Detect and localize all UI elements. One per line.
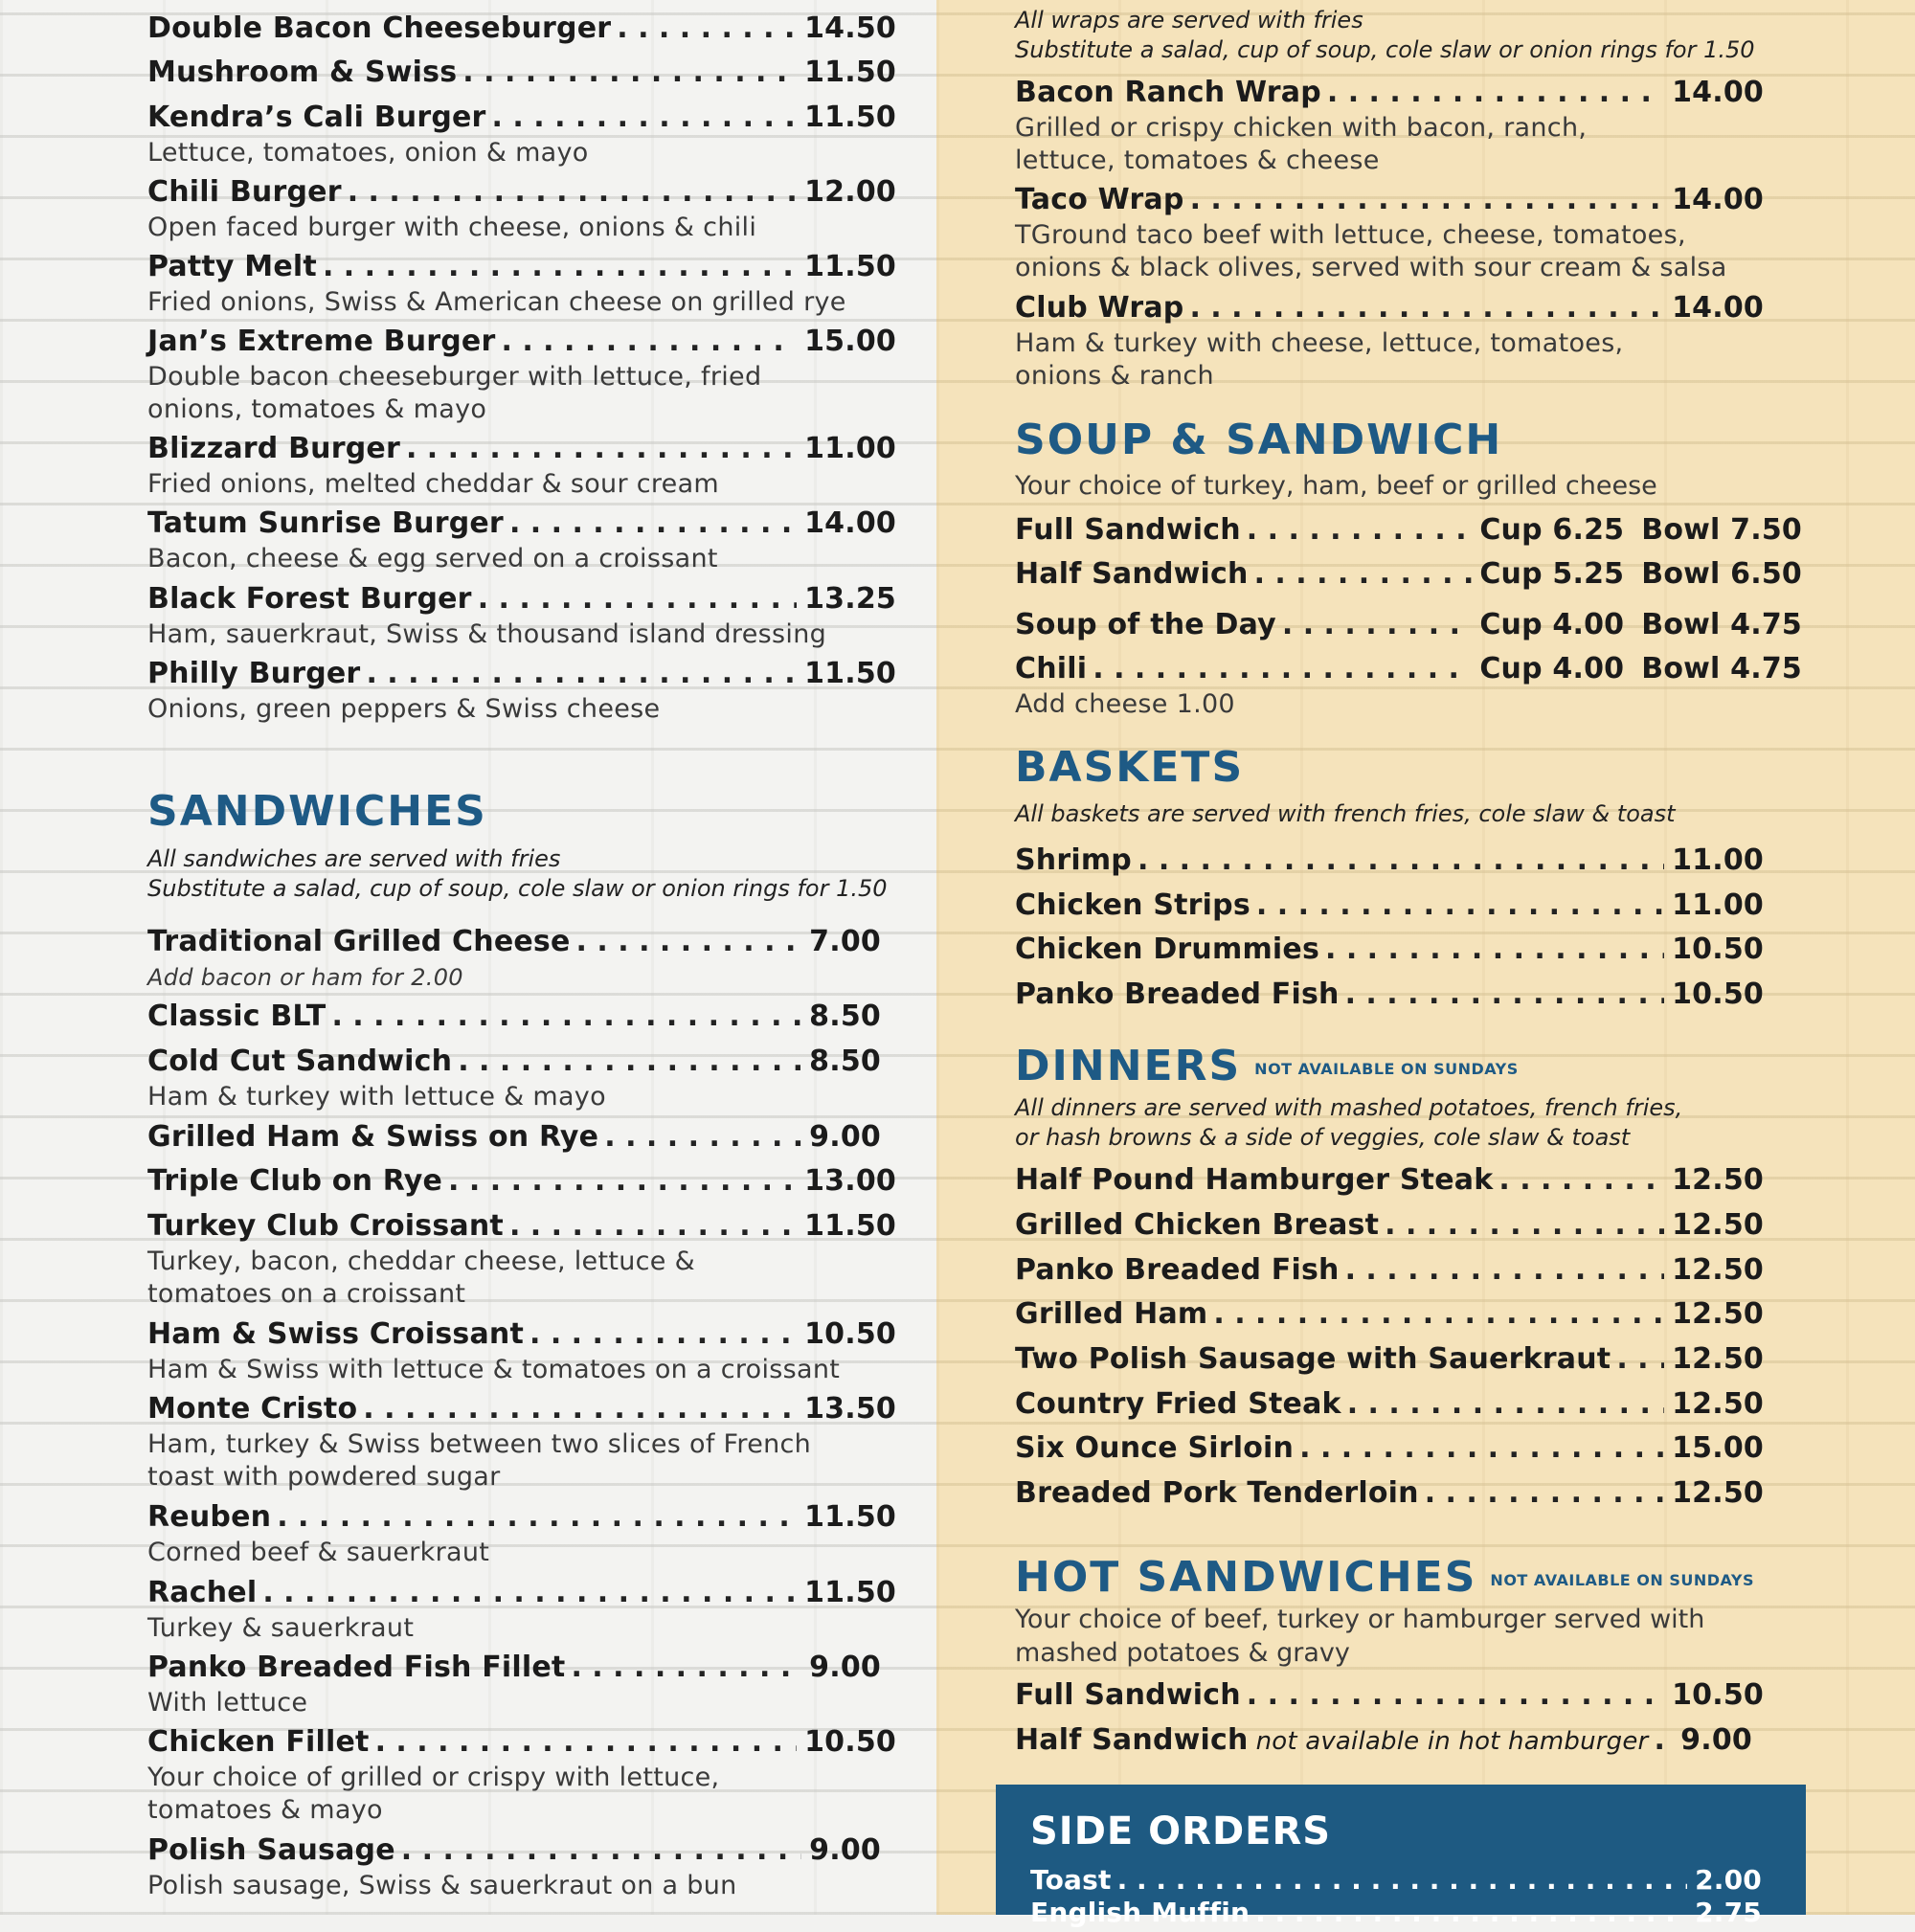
section-subtitle: Your choice of beef, turkey or hamburger served with [1015,1605,1705,1634]
menu-item: Panko Breaded Fish . . . 10.50 [1015,976,1764,1014]
item-description: Ham, sauerkraut, Swiss & thousand island dressing [147,619,827,649]
item-description: Add bacon or ham for 2.00 [147,964,463,991]
item-description: onions & black olives, served with sour cream & salsa [1015,253,1727,282]
section-subtitle: mashed potatoes & gravy [1015,1638,1350,1668]
menu-item: Chicken Fillet . . . 10.50 Your choice of grilled or crispy with lettuce, tomatoes & mayo [147,1723,896,1827]
menu-item: Tatum Sunrise Burger . . . 14.00 Bacon, cheese & egg served on a croissant [147,505,896,575]
item-description: TGround taco beef with lettuce, cheese, tomatoes, [1015,220,1686,250]
menu-item: Two Polish Sausage with Sauerkraut . . . 12.50 [1015,1340,1764,1379]
menu-item: Jan’s Extreme Burger . . . 15.00 Double bacon cheeseburger with lettuce, fried onions, tomatoes & mayo [147,323,896,426]
menu-item: Taco Wrap . . . 14.00 TGround taco beef with lettuce, cheese, tomatoes, onions & black olives, served with sour cream & salsa [1015,181,1764,284]
item-description: Lettuce, tomatoes, onion & mayo [147,138,589,168]
section-title-hot-sandwiches: HOT SANDWICHES NOT AVAILABLE ON SUNDAYS [1015,1553,1755,1602]
menu-item: Six Ounce Sirloin . . . 15.00 [1015,1429,1764,1468]
section-title-dinners: DINNERS NOT AVAILABLE ON SUNDAYS [1015,1042,1519,1090]
menu-item: Half Sandwich not available in hot hamburger . . . 9.00 [1015,1721,1752,1761]
menu-item: Chicken Drummies . . . 10.50 [1015,931,1764,969]
section-subtitle: All dinners are served with mashed potatoes, french fries, [1015,1094,1683,1121]
item-description: onions, tomatoes & mayo [147,394,487,424]
menu-item: Club Wrap . . . 14.00 Ham & turkey with cheese, lettuce, tomatoes, onions & ranch [1015,289,1764,393]
item-description: Ham & turkey with lettuce & mayo [147,1082,606,1112]
item-description: Fried onions, melted cheddar & sour cream [147,469,720,499]
item-description: Your choice of grilled or crispy with lettuce, [147,1763,720,1792]
section-subtitle: All wraps are served with fries [1015,7,1363,34]
section-subtitle: or hash browns & a side of veggies, cole slaw & toast [1015,1124,1631,1151]
menu-item: Country Fried Steak . . . 12.50 [1015,1385,1764,1424]
menu-item: Grilled Ham & Swiss on Rye . . . 9.00 [147,1118,881,1157]
section-subtitle: Substitute a salad, cup of soup, cole slaw or onion rings for 1.50 [1015,36,1755,63]
section-title-soup-sandwich: SOUP & SANDWICH [1015,416,1503,464]
menu-item: Traditional Grilled Cheese . . . 7.00 Add bacon or ham for 2.00 [147,923,881,994]
menu-item: Mushroom & Swiss . . . 11.50 [147,54,896,92]
menu-item: Full Sandwich . . . 10.50 [1015,1676,1764,1715]
section-title-sandwiches: SANDWICHES [147,787,487,836]
menu-item: Chili Burger . . . 12.00 Open faced burger with cheese, onions & chili [147,173,896,244]
item-description: tomatoes & mayo [147,1795,383,1825]
item-description: Open faced burger with cheese, onions & chili [147,213,757,242]
menu-item: Triple Club on Rye . . . 13.00 [147,1162,896,1201]
menu-item: Ham & Swiss Croissant . . . 10.50 Ham & Swiss with lettuce & tomatoes on a croissant [147,1315,896,1386]
menu-item: Classic BLT . . . 8.50 [147,998,881,1036]
item-description: tomatoes on a croissant [147,1279,466,1309]
menu-item: Kendra’s Cali Burger . . . 11.50 Lettuce, tomatoes, onion & mayo [147,99,896,169]
item-description: Turkey, bacon, cheddar cheese, lettuce & [147,1247,695,1276]
menu-item: Cold Cut Sandwich . . . 8.50 Ham & turkey with lettuce & mayo [147,1043,881,1113]
item-description: lettuce, tomatoes & cheese [1015,146,1380,175]
item-description: Turkey & sauerkraut [147,1613,415,1643]
section-subtitle: Substitute a salad, cup of soup, cole slaw or onion rings for 1.50 [147,875,888,902]
menu-item: Half Pound Hamburger Steak . . . 12.50 [1015,1161,1764,1200]
menu-item: Half Sandwich . . . Cup 5.25 Bowl 6.50 [1015,555,1802,594]
menu-item: Bacon Ranch Wrap . . . 14.00 Grilled or crispy chicken with bacon, ranch, lettuce, tomatoes & cheese [1015,74,1764,177]
section-title-baskets: BASKETS [1015,743,1245,792]
item-description: Fried onions, Swiss & American cheese on grilled rye [147,287,846,317]
section-subtitle: Your choice of turkey, ham, beef or grilled cheese [1015,471,1657,501]
menu-item: Blizzard Burger . . . 11.00 Fried onions, melted cheddar & sour cream [147,430,896,501]
menu-item: Breaded Pork Tenderloin . . . 12.50 [1015,1474,1764,1513]
item-description: Bacon, cheese & egg served on a croissant [147,544,718,573]
menu-item: Reuben . . . 11.50 Corned beef & sauerkraut [147,1498,896,1569]
menu-item: Black Forest Burger . . . 13.25 Ham, sauerkraut, Swiss & thousand island dressing [147,580,896,651]
menu-item: Chili . . . Cup 4.00 Bowl 4.75 Add cheese 1.00 [1015,650,1802,721]
menu-item: Polish Sausage . . . 9.00 Polish sausage, Swiss & sauerkraut on a bun [147,1831,881,1902]
sunday-note: NOT AVAILABLE ON SUNDAYS [1490,1570,1755,1589]
menu-item: Grilled Ham . . . 12.50 [1015,1295,1764,1334]
menu-item: Full Sandwich . . . Cup 6.25 Bowl 7.50 [1015,511,1802,550]
menu-item: Soup of the Day . . . Cup 4.00 Bowl 4.75 [1015,606,1802,644]
section-title-side-orders: SIDE ORDERS [1030,1809,1332,1853]
item-description: Ham & turkey with cheese, lettuce, tomatoes, [1015,328,1624,358]
item-description: onions & ranch [1015,361,1214,391]
item-description: Grilled or crispy chicken with bacon, ranch, [1015,113,1588,143]
menu-item: Monte Cristo . . . 13.50 Ham, turkey & Swiss between two slices of French toast with powdered sugar [147,1390,896,1494]
item-description: Polish sausage, Swiss & sauerkraut on a bun [147,1871,737,1900]
menu-item: Toast . . . 2.00 [1030,1861,1762,1899]
side-orders-box [996,1785,1806,1928]
menu-item: Double Bacon Cheeseburger . . . 14.50 [147,10,896,48]
item-description: Ham, turkey & Swiss between two slices of French [147,1429,812,1459]
item-description: Corned beef & sauerkraut [147,1538,490,1567]
menu-item: Philly Burger . . . 11.50 Onions, green peppers & Swiss cheese [147,655,896,726]
menu-item: Grilled Chicken Breast . . . 12.50 [1015,1206,1764,1245]
menu-item: English Muffin . . . 2.75 [1030,1894,1762,1932]
menu-item: Shrimp . . . 11.00 [1015,842,1764,880]
menu-item: Panko Breaded Fish . . . 12.50 [1015,1251,1764,1290]
item-description: Onions, green peppers & Swiss cheese [147,694,661,724]
item-description: toast with powdered sugar [147,1462,501,1492]
menu-item: Rachel . . . 11.50 Turkey & sauerkraut [147,1574,896,1645]
item-description: Add cheese 1.00 [1015,689,1235,719]
menu-item: Patty Melt . . . 11.50 Fried onions, Swiss & American cheese on grilled rye [147,248,896,319]
section-subtitle: All sandwiches are served with fries [147,845,561,872]
item-description: Double bacon cheeseburger with lettuce, fried [147,362,762,392]
menu-item: Turkey Club Croissant . . . 11.50 Turkey, bacon, cheddar cheese, lettuce & tomatoes on a croissant [147,1207,896,1311]
menu-item: Panko Breaded Fish Fillet . . . 9.00 With lettuce [147,1649,881,1719]
item-description: With lettuce [147,1688,308,1718]
menu-item: Chicken Strips . . . 11.00 [1015,887,1764,925]
section-subtitle: All baskets are served with french fries, cole slaw & toast [1015,800,1676,827]
sunday-note: NOT AVAILABLE ON SUNDAYS [1254,1059,1519,1078]
item-description: Ham & Swiss with lettuce & tomatoes on a croissant [147,1355,841,1384]
